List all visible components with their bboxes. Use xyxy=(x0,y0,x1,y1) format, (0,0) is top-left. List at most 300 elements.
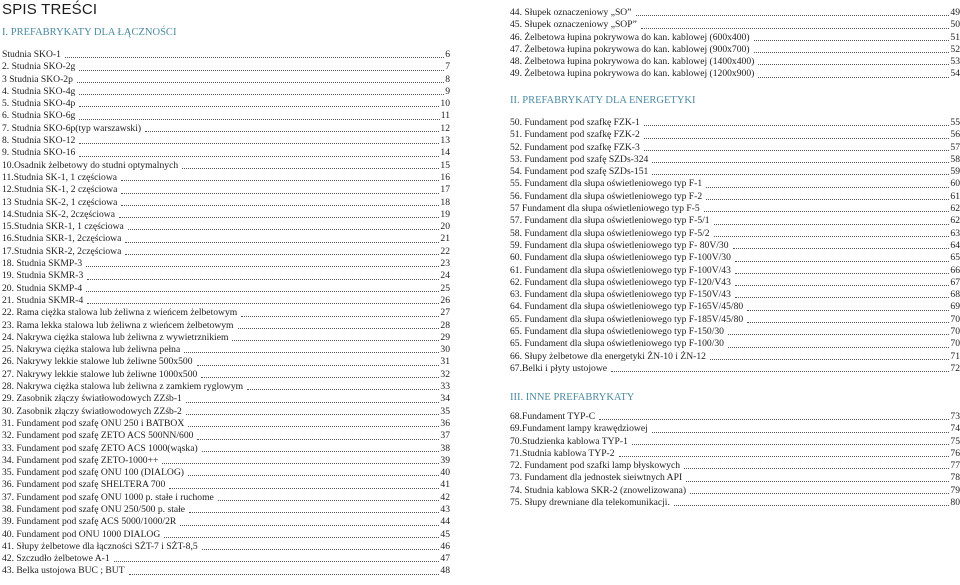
toc-entry-page-number: 42 xyxy=(440,491,450,503)
toc-entry-page-number: 45 xyxy=(440,528,450,540)
toc-list-other xyxy=(510,411,960,509)
toc-entry-label: 67.Belki i płyty ustojowe xyxy=(510,362,608,374)
toc-entry-label: 8. Studnia SKO-12 xyxy=(2,135,76,147)
toc-entry-page-number: 60 xyxy=(950,178,960,190)
toc-entry[interactable] xyxy=(2,135,450,147)
toc-entry-page-number: 22 xyxy=(440,245,450,257)
toc-entry-page-number: 6 xyxy=(445,49,450,60)
toc-entry-label: 73. Fundament dla jednostek sieiwtnych API xyxy=(510,472,683,484)
section-title-other: III. INNE PREFABRYKATY xyxy=(510,392,635,403)
toc-entry-page-number: 48 xyxy=(440,565,450,577)
toc-entry[interactable] xyxy=(510,363,960,375)
toc-entry-label: 47. Żelbetowa łupina pokrywowa do kan. kablowej (900x700) xyxy=(510,43,750,55)
toc-list-telecom-cont xyxy=(510,7,960,81)
toc-entry-page-number: 18 xyxy=(440,196,450,208)
toc-entry-page-number: 65 xyxy=(950,252,960,264)
toc-entry-label: 5. Studnia SKO-4p xyxy=(2,98,76,110)
section-title-telecom: I. PREFABRYKATY DLA ŁĄCZNOŚCI xyxy=(2,27,177,38)
toc-entry[interactable] xyxy=(2,381,450,393)
toc-entry[interactable] xyxy=(510,472,960,484)
dot-leader xyxy=(644,125,950,126)
toc-entry-label: 56. Fundament dla słupa oświetleniowego typ F-2 xyxy=(510,190,703,202)
toc-entry-label: 31. Fundament pod szafę ONU 250 i BATBOX xyxy=(2,417,185,429)
toc-entry-label: 21. Studnia SKMR-4 xyxy=(2,294,84,306)
toc-entry-page-number: 36 xyxy=(440,417,450,429)
toc-entry-label: 39. Fundament pod szafę ACS 5000/1000/2R xyxy=(2,516,177,528)
toc-entry[interactable] xyxy=(2,295,450,307)
dot-leader xyxy=(145,131,439,132)
toc-entry-page-number: 35 xyxy=(440,405,450,417)
toc-entry[interactable] xyxy=(2,283,450,295)
toc-entry-page-number: 13 xyxy=(440,135,450,147)
toc-entry-label: 22. Rama ciężka stalowa lub żeliwna z wieńcem żelbetowym xyxy=(2,307,238,319)
section-title-energy: II. PREFABRYKATY DLA ENERGETYKI xyxy=(510,95,696,106)
toc-entry[interactable] xyxy=(510,166,960,178)
toc-entry-page-number: 72 xyxy=(950,362,960,374)
toc-entry-label: 9. Studnia SKO-16 xyxy=(2,147,76,159)
toc-entry[interactable] xyxy=(2,123,450,135)
toc-entry-label: 33. Fundament pod szafę ZETO ACS 1000(wąska) xyxy=(2,442,198,454)
toc-entry[interactable] xyxy=(510,265,960,277)
toc-entry[interactable] xyxy=(2,147,450,159)
toc-entry-page-number: 57 xyxy=(950,141,960,153)
dot-leader xyxy=(86,266,439,267)
toc-entry[interactable] xyxy=(2,110,450,122)
toc-entry-page-number: 37 xyxy=(440,430,450,442)
dot-leader xyxy=(201,377,439,378)
toc-entry-page-number: 11 xyxy=(440,110,450,122)
dot-leader xyxy=(162,463,439,464)
toc-entry-label: 29. Zasobnik złączy światłowodowych ZZśb-1 xyxy=(2,393,182,405)
toc-entry[interactable] xyxy=(510,129,960,141)
toc-entry-label: 72. Fundament pod szafki lamp błyskowych xyxy=(510,460,680,472)
dot-leader xyxy=(644,150,950,151)
toc-entry-label: 3 Studnia SKO-2p xyxy=(2,73,73,85)
toc-entry-page-number: 76 xyxy=(950,447,960,459)
toc-entry-page-number: 64 xyxy=(950,239,960,251)
toc-entry[interactable] xyxy=(510,142,960,154)
toc-entry-page-number: 70 xyxy=(950,338,960,350)
dot-leader xyxy=(735,261,950,262)
toc-entry-label: 32. Fundament pod szafę ZETO ACS 500NN/600 xyxy=(2,430,194,442)
dot-leader xyxy=(735,297,950,298)
dot-leader xyxy=(758,77,949,78)
toc-entry-label: 23. Rama lekka stalowa lub żeliwna z wieńcem żelbetowym xyxy=(2,319,234,331)
toc-entry-page-number: 29 xyxy=(440,331,450,343)
toc-entry-page-number: 40 xyxy=(440,467,450,479)
dot-leader xyxy=(218,500,440,501)
toc-entry-page-number: 69 xyxy=(950,301,960,313)
toc-entry-label: 49. Żelbetowa łupina pokrywowa do kan. kablowej (1200x900) xyxy=(510,68,755,80)
toc-entry[interactable] xyxy=(2,209,450,221)
toc-entry-label: 15.Studnia SKR-1, 1 częściowa xyxy=(2,221,124,233)
dot-leader xyxy=(184,352,439,353)
toc-entry[interactable] xyxy=(510,411,960,423)
toc-entry-label: 25. Nakrywa ciężka stalowa lub żeliwna pełna xyxy=(2,344,181,356)
toc-entry-page-number: 15 xyxy=(440,159,450,171)
toc-entry[interactable] xyxy=(2,529,450,541)
toc-entry[interactable] xyxy=(510,215,960,227)
toc-entry-label: 75. Słupy drewniane dla telekomunikacji. xyxy=(510,497,670,509)
toc-entry[interactable] xyxy=(2,541,450,553)
toc-entry-page-number: 25 xyxy=(440,282,450,294)
toc-entry[interactable] xyxy=(2,479,450,491)
toc-list-telecom xyxy=(2,49,450,578)
toc-entry-label: 48. Żelbetowa łupina pokrywowa do kan. kablowej (1400x400) xyxy=(510,56,755,68)
toc-entry-page-number: 41 xyxy=(440,479,450,491)
toc-entry-label: 71.Studnia kablowa TYP-2 xyxy=(510,447,615,459)
toc-entry-label: 59. Fundament dla słupa oświetleniowego typ F- 80V/30 xyxy=(510,239,729,251)
toc-entry-label: 70.Studzienka kablowa TYP-1 xyxy=(510,435,628,447)
toc-entry-label: Studnia SKO-1 xyxy=(2,49,61,60)
toc-entry-label: 46. Żelbetowa łupina pokrywowa do kan. kablowej (600x400) xyxy=(510,31,750,43)
toc-entry[interactable] xyxy=(2,307,450,319)
toc-entry-label: 57 Fundament dla słupa oświetleniowego typ F-5 xyxy=(510,203,700,215)
dot-leader xyxy=(735,273,950,274)
toc-entry-page-number: 32 xyxy=(440,368,450,380)
dot-leader xyxy=(87,279,439,280)
toc-entry[interactable] xyxy=(510,326,960,338)
dot-leader xyxy=(186,414,440,415)
toc-entry-page-number: 77 xyxy=(950,460,960,472)
dot-leader xyxy=(87,303,439,304)
toc-entry[interactable] xyxy=(2,49,450,61)
toc-entry-label: 27. Nakrywy lekkie stalowe lub żeliwne 1000x500 xyxy=(2,368,198,380)
dot-leader xyxy=(747,310,949,311)
toc-entry[interactable] xyxy=(2,61,450,73)
dot-leader xyxy=(182,168,439,169)
toc-entry-label: 17.Studnia SKR-2, 2częściowa xyxy=(2,245,122,257)
toc-entry[interactable] xyxy=(2,172,450,184)
toc-entry-page-number: 68 xyxy=(950,289,960,301)
toc-entry-label: 57. Fundament dla słupa oświetleniowego typ F-5/1 xyxy=(510,215,710,227)
toc-entry-page-number: 20 xyxy=(440,221,450,233)
toc-entry[interactable] xyxy=(510,68,960,80)
toc-entry-page-number: 47 xyxy=(440,553,450,565)
dot-leader xyxy=(690,493,949,494)
dot-leader xyxy=(619,456,950,457)
toc-entry-page-number: 39 xyxy=(440,454,450,466)
toc-entry-label: 55. Fundament dla słupa oświetleniowego typ F-1 xyxy=(510,178,703,190)
toc-entry-page-number: 70 xyxy=(950,326,960,338)
toc-entry-page-number: 61 xyxy=(950,190,960,202)
page-title: SPIS TREŚCI xyxy=(2,1,98,18)
toc-entry[interactable] xyxy=(510,436,960,448)
dot-leader xyxy=(125,242,439,243)
toc-entry[interactable] xyxy=(510,154,960,166)
dot-leader xyxy=(644,138,950,139)
dot-leader xyxy=(129,574,440,575)
toc-entry[interactable] xyxy=(510,32,960,44)
toc-entry-page-number: 53 xyxy=(950,56,960,68)
toc-entry[interactable] xyxy=(2,332,450,344)
toc-entry-label: 43. Belka ustojowa BUC ; BUT xyxy=(2,565,125,577)
toc-entry-label: 19. Studnia SKMR-3 xyxy=(2,270,84,282)
toc-entry-label: 38. Fundament pod szafę ONU 250/500 p. stałe xyxy=(2,503,186,515)
toc-entry[interactable] xyxy=(2,160,450,172)
toc-entry[interactable] xyxy=(2,86,450,98)
toc-entry-label: 14.Studnia SK-2, 2częściowa xyxy=(2,208,115,220)
toc-entry[interactable] xyxy=(510,56,960,68)
toc-entry-label: 53. Fundament pod szafę SZDs-324 xyxy=(510,153,649,165)
toc-entry-label: 65. Fundament dla słupa oświetleniowego typ F-185V/45/80 xyxy=(510,313,744,325)
dot-leader xyxy=(710,359,949,360)
toc-entry[interactable] xyxy=(2,197,450,209)
toc-entry-page-number: 10 xyxy=(440,98,450,110)
dot-leader xyxy=(674,505,950,506)
toc-entry-page-number: 44 xyxy=(440,516,450,528)
dot-leader xyxy=(599,419,949,420)
dot-leader xyxy=(202,451,440,452)
dot-leader xyxy=(652,174,949,175)
toc-entry-page-number: 28 xyxy=(440,319,450,331)
dot-leader xyxy=(706,199,949,200)
toc-entry-label: 66. Słupy żelbetowe dla energetyki ŻN-10 i ŻN-12 xyxy=(510,350,706,362)
dot-leader xyxy=(128,229,440,230)
toc-entry-page-number: 80 xyxy=(950,497,960,509)
dot-leader xyxy=(728,334,949,335)
toc-entry[interactable] xyxy=(510,44,960,56)
toc-entry-label: 65. Fundament dla słupa oświetleniowego typ F-150/30 xyxy=(510,326,724,338)
toc-entry[interactable] xyxy=(510,289,960,301)
toc-entry-page-number: 23 xyxy=(440,258,450,270)
dot-leader xyxy=(77,82,444,83)
toc-entry-label: 44. Słupek oznaczeniowy „SO” xyxy=(510,7,632,18)
toc-entry-page-number: 70 xyxy=(950,313,960,325)
toc-entry-label: 10.Osadnik żelbetowy do studni optymalnych xyxy=(2,159,179,171)
toc-entry-label: 7. Studnia SKO-6p(typ warszawski) xyxy=(2,122,142,134)
toc-entry[interactable] xyxy=(2,184,450,196)
toc-entry-page-number: 54 xyxy=(950,68,960,80)
toc-entry-page-number: 67 xyxy=(950,276,960,288)
toc-entry-label: 40. Fundament pod ONU 1000 DIALOG xyxy=(2,528,161,540)
toc-entry[interactable] xyxy=(2,74,450,86)
toc-entry[interactable] xyxy=(2,492,450,504)
toc-entry-label: 36. Fundament pod szafę SHELTERA 700 xyxy=(2,479,166,491)
toc-entry-label: 37. Fundament pod szafę ONU 1000 p. stałe i ruchome xyxy=(2,491,214,503)
toc-entry-page-number: 55 xyxy=(950,117,960,128)
toc-entry-page-number: 17 xyxy=(440,184,450,196)
toc-entry[interactable] xyxy=(510,485,960,497)
dot-leader xyxy=(241,316,439,317)
toc-entry-page-number: 78 xyxy=(950,472,960,484)
dot-leader xyxy=(79,106,439,107)
toc-entry-page-number: 30 xyxy=(440,344,450,356)
dot-leader xyxy=(747,322,949,323)
toc-entry[interactable] xyxy=(2,504,450,516)
dot-leader xyxy=(79,70,444,71)
toc-entry-page-number: 46 xyxy=(440,540,450,552)
dot-leader xyxy=(232,340,439,341)
toc-entry-page-number: 33 xyxy=(440,381,450,393)
toc-entry-page-number: 16 xyxy=(440,171,450,183)
dot-leader xyxy=(86,291,439,292)
toc-entry[interactable] xyxy=(2,565,450,577)
dot-leader xyxy=(636,15,950,16)
toc-entry-label: 6. Studnia SKO-6g xyxy=(2,110,76,122)
toc-entry[interactable] xyxy=(510,460,960,472)
toc-entry[interactable] xyxy=(2,233,450,245)
toc-entry[interactable] xyxy=(2,553,450,565)
dot-leader xyxy=(714,224,950,225)
toc-entry[interactable] xyxy=(2,406,450,418)
toc-entry-label: 74. Studnia kablowa SKR-2 (znowelizowana) xyxy=(510,484,687,496)
dot-leader xyxy=(79,119,439,120)
toc-entry[interactable] xyxy=(2,320,450,332)
toc-entry-page-number: 12 xyxy=(440,122,450,134)
dot-leader xyxy=(758,64,949,65)
dot-leader xyxy=(180,525,439,526)
toc-entry[interactable] xyxy=(2,369,450,381)
toc-entry-page-number: 74 xyxy=(950,423,960,435)
dot-leader xyxy=(714,236,950,237)
toc-entry-label: 18. Studnia SKMP-3 xyxy=(2,258,83,270)
toc-entry-page-number: 31 xyxy=(440,356,450,368)
dot-leader xyxy=(121,205,439,206)
dot-leader xyxy=(686,481,949,482)
toc-entry[interactable] xyxy=(510,252,960,264)
toc-entry[interactable] xyxy=(2,393,450,405)
toc-entry-page-number: 56 xyxy=(950,129,960,141)
toc-entry-label: 61. Fundament dla słupa oświetleniowego typ F-100V/43 xyxy=(510,264,731,276)
dot-leader xyxy=(754,40,950,41)
toc-entry-label: 4. Studnia SKO-4g xyxy=(2,85,76,97)
toc-entry-page-number: 71 xyxy=(950,350,960,362)
toc-entry[interactable] xyxy=(2,418,450,430)
toc-entry[interactable] xyxy=(510,338,960,350)
dot-leader xyxy=(641,28,950,29)
toc-entry-label: 68.Fundament TYP-C xyxy=(510,411,596,422)
toc-entry[interactable] xyxy=(510,203,960,215)
dot-leader xyxy=(202,549,440,550)
dot-leader xyxy=(632,444,950,445)
toc-entry-page-number: 50 xyxy=(950,19,960,31)
dot-leader xyxy=(754,52,950,53)
toc-entry-label: 51. Fundament pod szafkę FZK-2 xyxy=(510,129,640,141)
toc-entry[interactable] xyxy=(2,443,450,455)
toc-entry[interactable] xyxy=(2,270,450,282)
toc-entry-label: 16.Studnia SKR-1, 2częściowa xyxy=(2,233,122,245)
toc-entry[interactable] xyxy=(510,301,960,313)
toc-list-energy xyxy=(510,117,960,375)
toc-entry[interactable] xyxy=(510,178,960,190)
toc-entry[interactable] xyxy=(510,351,960,363)
toc-entry-page-number: 73 xyxy=(950,411,960,422)
toc-entry[interactable] xyxy=(2,344,450,356)
toc-entry[interactable] xyxy=(2,430,450,442)
toc-entry-page-number: 26 xyxy=(440,294,450,306)
dot-leader xyxy=(706,187,949,188)
dot-leader xyxy=(79,156,439,157)
toc-entry[interactable] xyxy=(2,98,450,110)
toc-entry-page-number: 34 xyxy=(440,393,450,405)
dot-leader xyxy=(169,488,439,489)
toc-entry-label: 2. Studnia SKO-2g xyxy=(2,61,76,73)
toc-entry-label: 30. Zasobnik złączy światłowodowych ZZśb-2 xyxy=(2,405,182,417)
dot-leader xyxy=(65,57,444,58)
toc-entry[interactable] xyxy=(510,314,960,326)
toc-entry-page-number: 52 xyxy=(950,43,960,55)
dot-leader xyxy=(79,94,444,95)
toc-entry[interactable] xyxy=(510,448,960,460)
toc-entry[interactable] xyxy=(510,423,960,435)
toc-entry-label: 11.Studnia SK-1, 1 częściowa xyxy=(2,171,118,183)
toc-entry[interactable] xyxy=(510,117,960,129)
dot-leader xyxy=(704,211,950,212)
toc-entry-label: 65. Fundament dla słupa oświetleniowego typ F-100/30 xyxy=(510,338,724,350)
dot-leader xyxy=(611,371,949,372)
toc-entry-page-number: 19 xyxy=(440,208,450,220)
toc-entry-label: 26. Nakrywy lekkie stalowe lub żeliwne 500x500 xyxy=(2,356,193,368)
toc-entry-page-number: 27 xyxy=(440,307,450,319)
toc-entry[interactable] xyxy=(510,19,960,31)
toc-entry[interactable] xyxy=(2,258,450,270)
toc-entry[interactable] xyxy=(510,277,960,289)
toc-entry-label: 24. Nakrywa ciężka stalowa lub żeliwna z wywietrznikiem xyxy=(2,331,229,343)
toc-entry-page-number: 51 xyxy=(950,31,960,43)
toc-entry-label: 35. Fundament pod szafę ONU 100 (DIALOG) xyxy=(2,467,184,479)
dot-leader xyxy=(119,217,439,218)
toc-entry[interactable] xyxy=(2,467,450,479)
toc-entry-label: 42. Szczudło żelbetowe A-1 xyxy=(2,553,110,565)
toc-entry-label: 34. Fundament pod szafę ZETO-1000++ xyxy=(2,454,159,466)
toc-entry-page-number: 14 xyxy=(440,147,450,159)
dot-leader xyxy=(735,285,950,286)
toc-entry-label: 54. Fundament pod szafę SZDs-151 xyxy=(510,166,649,178)
toc-entry[interactable] xyxy=(2,455,450,467)
toc-entry[interactable] xyxy=(2,246,450,258)
toc-entry-label: 13 Studnia SK-2, 1 częściowa xyxy=(2,196,118,208)
toc-entry[interactable] xyxy=(2,516,450,528)
toc-entry-page-number: 75 xyxy=(950,435,960,447)
toc-entry-label: 62. Fundament dla słupa oświetleniowego typ F-120/V43 xyxy=(510,276,731,288)
toc-entry[interactable] xyxy=(510,240,960,252)
dot-leader xyxy=(125,254,439,255)
dot-leader xyxy=(121,180,439,181)
toc-entry[interactable] xyxy=(510,7,960,19)
dot-leader xyxy=(238,328,440,329)
toc-entry[interactable] xyxy=(2,356,450,368)
toc-entry-page-number: 59 xyxy=(950,166,960,178)
dot-leader xyxy=(652,432,950,433)
toc-entry-label: 58. Fundament dla słupa oświetleniowego typ F-5/2 xyxy=(510,227,710,239)
toc-entry-page-number: 43 xyxy=(440,503,450,515)
toc-entry-label: 60. Fundament dla słupa oświetleniowego typ F-100V/30 xyxy=(510,252,731,264)
dot-leader xyxy=(188,475,439,476)
dot-leader xyxy=(728,347,949,348)
dot-leader xyxy=(121,193,439,194)
toc-entry-label: 28. Nakrywa ciężka stalowa lub żeliwna z zamkiem ryglowym xyxy=(2,381,244,393)
dot-leader xyxy=(186,402,440,403)
toc-entry-label: 69.Fundament lampy krawędziowej xyxy=(510,423,648,435)
toc-entry-page-number: 79 xyxy=(950,484,960,496)
toc-entry-label: 41. Słupy żelbetowe dla łączności SŻT-7 i SŻT-8,5 xyxy=(2,540,198,552)
toc-entry-page-number: 49 xyxy=(950,7,960,18)
dot-leader xyxy=(733,248,950,249)
toc-entry-page-number: 8 xyxy=(445,73,450,85)
toc-entry-page-number: 9 xyxy=(445,85,450,97)
dot-leader xyxy=(197,365,440,366)
toc-entry[interactable] xyxy=(510,497,960,509)
toc-entry[interactable] xyxy=(510,191,960,203)
toc-entry-label: 45. Słupek oznaczeniowy „SOP” xyxy=(510,19,637,31)
toc-entry[interactable] xyxy=(2,221,450,233)
dot-leader xyxy=(247,389,439,390)
toc-entry-label: 12.Studnia SK-1, 2 częściowa xyxy=(2,184,118,196)
toc-entry[interactable] xyxy=(510,228,960,240)
dot-leader xyxy=(684,468,949,469)
dot-leader xyxy=(164,537,439,538)
